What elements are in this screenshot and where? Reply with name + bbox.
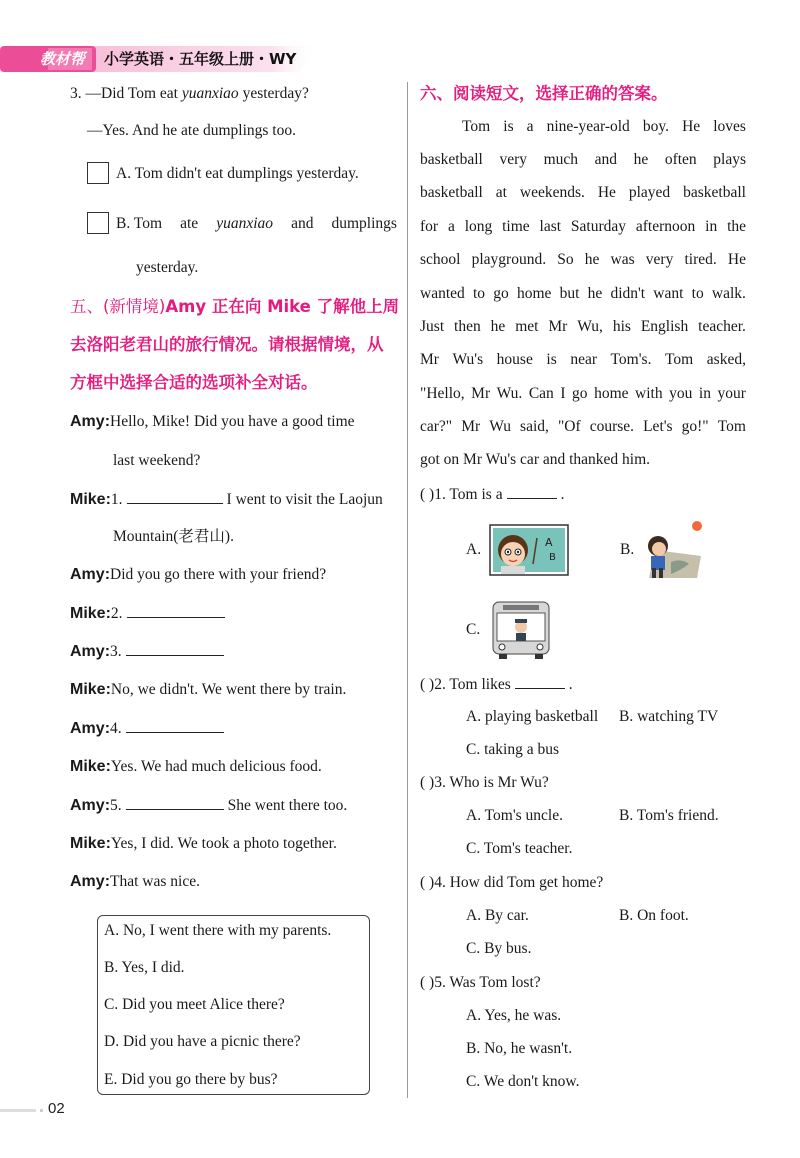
passage-word: basketball (420, 151, 483, 168)
passage-word: to (691, 285, 704, 302)
passage-word: Mr (461, 418, 481, 435)
passage-word: Wu's (452, 351, 484, 368)
dialogue-line (70, 757, 322, 777)
passage-word: he (633, 151, 649, 168)
q3-option-a: A. Tom didn't eat dumplings yesterday. (116, 165, 359, 182)
passage-word: didn't (610, 285, 646, 302)
passage-word: weekends. (519, 184, 585, 201)
question-2-option[interactable]: A. playing basketball (466, 708, 599, 725)
passage-word: Mr (420, 351, 439, 368)
passage-word: loves (713, 118, 746, 135)
passage-word: the (727, 218, 746, 235)
speaker-name: Amy (70, 873, 105, 890)
dialogue-line (70, 872, 200, 892)
dialogue-text: Hello, Mike! Did you have a good time (110, 413, 355, 430)
dialogue-line (70, 834, 337, 854)
passage-word: very (499, 151, 527, 168)
speaker-name: Amy (70, 566, 105, 583)
passage-word: "Hello, (420, 385, 465, 402)
passage-line (420, 250, 746, 270)
passage-word: to (472, 285, 486, 302)
passage-line (420, 450, 650, 470)
speaker-colon: : (105, 681, 111, 698)
passage-word: English (640, 318, 689, 335)
speaker-colon: : (104, 413, 111, 430)
answer-blank-5[interactable] (126, 795, 224, 810)
passage-word: in (705, 218, 718, 235)
passage-word: want (653, 285, 684, 302)
passage-word: basketball (420, 184, 483, 201)
picture-b-label: B. (620, 541, 635, 558)
passage-word: basketball (683, 184, 746, 201)
speaker-colon: : (104, 873, 111, 890)
speaker-name: Amy (70, 643, 105, 660)
dialogue-text: I went to visit the Laojun (226, 491, 383, 508)
passage-word: a (447, 218, 455, 235)
speaker-name: Mike (70, 491, 106, 508)
passage-word: you (669, 385, 693, 402)
answer-blank-1[interactable] (127, 489, 223, 504)
option-item: E. Did you go there by bus? (104, 1071, 278, 1088)
dialogue-line (70, 603, 229, 624)
question-3-option[interactable]: B. Tom's friend. (619, 807, 719, 824)
blank-number: 3. (110, 643, 122, 660)
picture-c-label: C. (466, 621, 481, 638)
section5-title-line2: 去洛阳老君山的旅行情况。请根据情境，从 (70, 335, 384, 354)
passage-word: playground. (471, 251, 547, 268)
question-blank[interactable] (507, 484, 557, 499)
boy-playing-picture (641, 518, 705, 580)
answer-checkbox-a[interactable] (87, 162, 109, 184)
dialogue-line (70, 489, 383, 510)
option-item: A. No, I went there with my parents. (104, 922, 332, 939)
speaker-colon: : (104, 720, 111, 737)
footer-dot (40, 1109, 43, 1112)
page-number: 02 (48, 1100, 65, 1117)
dialogue-text: last weekend? (113, 452, 201, 469)
passage-word: said, (520, 418, 549, 435)
answer-checkbox-b[interactable] (87, 212, 109, 234)
passage-word: he (584, 251, 600, 268)
header-badge: 教材帮 (40, 50, 86, 68)
passage-word: very (645, 251, 674, 268)
passage-word: Tom (665, 351, 694, 368)
passage-word: time (502, 218, 530, 235)
blank-number: 2. (110, 605, 123, 622)
question-2 (420, 674, 573, 695)
passage-word: was (610, 251, 635, 268)
blank-number: 1. (110, 491, 123, 508)
passage-line (420, 183, 746, 203)
board-letter-a: A (545, 536, 553, 549)
speaker-colon: : (105, 758, 111, 775)
passage-word: teacher. (698, 318, 746, 335)
passage-word: in (698, 385, 711, 402)
passage-line (420, 150, 746, 170)
speaker-name: Amy (70, 413, 105, 430)
passage-word: Mr (548, 318, 568, 335)
passage-word: walk. (711, 285, 746, 302)
question-1 (420, 484, 564, 505)
passage-word: played (628, 184, 671, 201)
question-5-option[interactable]: A. Yes, he was. (466, 1007, 562, 1024)
question-5-option[interactable]: B. No, he wasn't. (466, 1040, 573, 1057)
passage-word: Just (420, 318, 445, 335)
passage-word: afternoon (635, 218, 696, 235)
question-4-option[interactable]: C. By bus. (466, 940, 532, 957)
passage-word: he (490, 318, 506, 335)
dialogue-line (70, 718, 228, 739)
q3-option-b-cont: yesterday. (136, 259, 199, 276)
answer-blank-2[interactable] (127, 603, 225, 618)
passage-word: often (664, 151, 697, 168)
speaker-name: Amy (70, 720, 105, 737)
passage-word: I (560, 385, 566, 402)
speaker-colon: : (104, 643, 111, 660)
passage-word: school (420, 251, 461, 268)
speaker-colon: : (104, 566, 111, 583)
passage-line (420, 384, 746, 404)
passage-word: asked, (706, 351, 746, 368)
passage-word: He (727, 251, 746, 268)
passage-word: near (570, 351, 597, 368)
speaker-name: Mike (70, 605, 106, 622)
passage-line (420, 317, 746, 337)
passage-word: he (587, 285, 603, 302)
q3-option-b: B. Tom ate yuanxiao and dumplings (116, 215, 397, 232)
board-letter-b: B (549, 552, 556, 563)
passage-word: tired. (684, 251, 717, 268)
dialogue-line (70, 641, 228, 662)
passage-word: nine-year-old (546, 118, 630, 135)
passage-word: house (496, 351, 533, 368)
section6-title: 六、阅读短文，选择正确的答案。 (420, 84, 668, 103)
passage-word: met (515, 318, 539, 335)
passage-line (420, 284, 746, 304)
passage-word: with (635, 385, 663, 402)
passage-word: is (503, 118, 514, 135)
blank-number: 5. (110, 797, 122, 814)
passage-word: go!" (681, 418, 709, 435)
bus-picture (489, 600, 553, 660)
question-blank[interactable] (515, 674, 565, 689)
option-item: D. Did you have a picnic there? (104, 1033, 301, 1050)
passage-word: got on Mr Wu's car and thanked him. (420, 451, 651, 468)
question-5-option[interactable]: C. We don't know. (466, 1073, 580, 1090)
passage-word: Tom (717, 418, 746, 435)
passage-line (420, 217, 746, 237)
dialogue-line (70, 680, 346, 700)
dialogue-text: Yes, I did. We took a photo together. (110, 835, 337, 852)
passage-word: much (543, 151, 579, 168)
dialogue-line (70, 412, 355, 432)
passage-word: home (516, 285, 552, 302)
q3-line1: 3. —Did Tom eat yuanxiao yesterday? (70, 85, 309, 102)
passage-word: go (493, 285, 509, 302)
dialogue-text: That was nice. (110, 873, 200, 890)
answer-blank-3[interactable] (126, 641, 224, 656)
passage-word: go (572, 385, 588, 402)
speaker-name: Amy (70, 797, 105, 814)
passage-word: boy. (642, 118, 669, 135)
column-divider (407, 82, 408, 1098)
question-stem: ( )3. Who is Mr Wu? (420, 774, 549, 791)
speaker-name: Mike (70, 681, 106, 698)
question-5 (420, 973, 541, 993)
section5-title-line3: 方框中选择合适的选项补全对话。 (70, 373, 318, 392)
passage-word: He (682, 118, 701, 135)
passage-word: Wu (489, 418, 511, 435)
option-item: B. Yes, I did. (104, 959, 185, 976)
question-stem: ( )1. Tom is a (420, 486, 503, 503)
passage-word: your (717, 385, 746, 402)
dialogue-text: Yes. We had much delicious food. (110, 758, 322, 775)
passage-word: Let's (643, 418, 673, 435)
passage-word: home (594, 385, 629, 402)
question-2-option[interactable]: C. taking a bus (466, 741, 559, 758)
question-4 (420, 873, 603, 893)
passage-word: Mr (471, 385, 491, 402)
speaker-name: Mike (70, 835, 106, 852)
passage-word: long (464, 218, 493, 235)
question-4-option[interactable]: B. On foot. (619, 907, 689, 924)
dialogue-line (113, 451, 200, 471)
passage-word: a (526, 118, 534, 135)
picture-a-label: A. (466, 541, 482, 558)
q3-line2: —Yes. And he ate dumplings too. (87, 122, 296, 139)
dialogue-line (113, 527, 234, 547)
passage-word: and (594, 151, 617, 168)
dialogue-line (70, 565, 326, 585)
footer-rule (0, 1109, 36, 1112)
passage-word: Tom's. (610, 351, 652, 368)
speaker-colon: : (105, 491, 111, 508)
passage-word: wanted (420, 285, 465, 302)
question-2-option[interactable]: B. watching TV (619, 708, 719, 725)
teacher-picture (489, 524, 569, 576)
question-stem: ( )4. How did Tom get home? (420, 874, 604, 891)
speaker-colon: : (105, 835, 111, 852)
passage-word: So (557, 251, 574, 268)
passage-word: but (559, 285, 580, 302)
passage-word: car?" (420, 418, 453, 435)
passage-word: "Of (557, 418, 581, 435)
passage-word: Saturday (570, 218, 627, 235)
passage-word: is (546, 351, 557, 368)
header-subject: 小学英语・五年级上册・WY (104, 50, 297, 68)
passage-line (462, 117, 746, 137)
dialogue-text: No, we didn't. We went there by train. (110, 681, 347, 698)
speaker-name: Mike (70, 758, 106, 775)
answer-blank-4[interactable] (126, 718, 224, 733)
speaker-colon: : (104, 797, 111, 814)
passage-line (420, 417, 746, 437)
question-4-option[interactable]: A. By car. (466, 907, 529, 924)
passage-word: He (597, 184, 616, 201)
passage-word: Can (528, 385, 554, 402)
dialogue-text: She went there too. (227, 797, 348, 814)
question-3-option[interactable]: A. Tom's uncle. (466, 807, 563, 824)
passage-word: course. (589, 418, 635, 435)
dialogue-text: Mountain(老君山). (113, 528, 234, 545)
passage-word: then (454, 318, 481, 335)
question-stem: ( )2. Tom likes (420, 676, 511, 693)
question-3 (420, 773, 549, 793)
passage-word: for (420, 218, 439, 235)
dialogue-line (70, 795, 347, 816)
option-item: C. Did you meet Alice there? (104, 996, 285, 1013)
speaker-colon: : (105, 605, 111, 622)
passage-word: last (539, 218, 562, 235)
section5-title-line1: 五、(新情境)Amy 正在向 Mike 了解他上周 (70, 297, 400, 316)
question-stem: ( )5. Was Tom lost? (420, 974, 541, 991)
passage-word: at (495, 184, 507, 201)
passage-word: Tom (462, 118, 491, 135)
passage-word: plays (713, 151, 746, 168)
question-tail: . (560, 486, 565, 503)
passage-word: his (612, 318, 631, 335)
passage-line (420, 350, 746, 370)
dialogue-text: Did you go there with your friend? (110, 566, 327, 583)
question-3-option[interactable]: C. Tom's teacher. (466, 840, 573, 857)
passage-word: Wu. (496, 385, 523, 402)
blank-number: 4. (110, 720, 122, 737)
passage-word: Wu, (577, 318, 603, 335)
question-tail: . (568, 676, 573, 693)
